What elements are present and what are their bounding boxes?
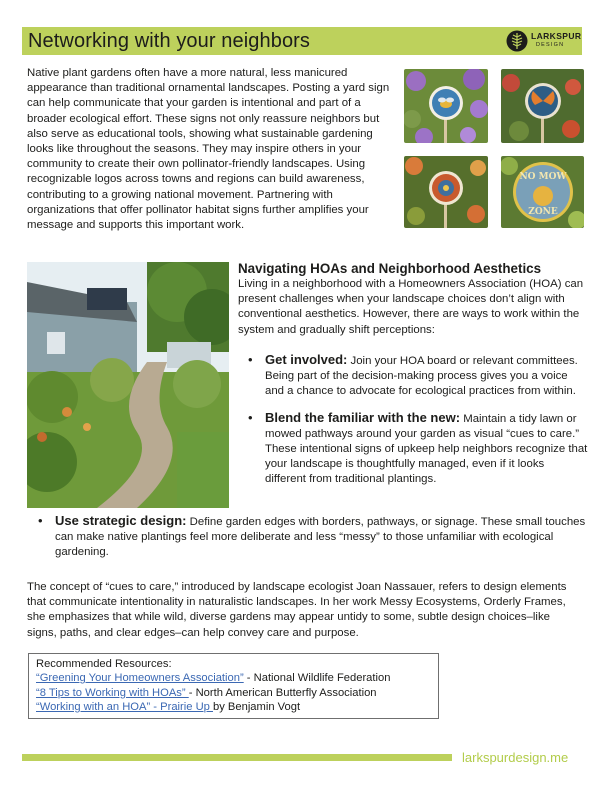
garden-path-photo [27,262,229,508]
bullet-dot: • [248,352,253,367]
no-mow-sign-line1: NO MOW [519,172,567,182]
title-bar [22,27,582,55]
bullet-text: Join your HOA board or relevant committees. Being part of the decision-making process gives you a voice and a chance to advocate for ecological practices from within. [265,355,578,398]
footer-url[interactable]: larkspurdesign.me [462,750,569,765]
resource-source: - National Wildlife Federation [243,672,391,685]
hoa-bullet-list [248,352,588,498]
bullet-lead: Get involved: [265,352,348,367]
sign-photo-no-mow [501,156,584,228]
hoa-heading: Navigating HOAs and Neighborhood Aesthetics [238,261,542,276]
hoa-paragraph: Living in a neighborhood with a Homeowners Association (HOA) can present challenges when your landscape choices don’t align with conventional aesthetics. However, there are ways to work within the system and gradually shift perceptions: [238,278,584,336]
sign-photo-bee [404,69,488,143]
list-item [248,410,588,488]
sign-photo-butterfly [501,69,584,143]
bullet-text: Maintain a tidy lawn or mowed pathways around your garden as visual “cues to care.” These intentional signs of upkeep help neighbors recognize that your landscape is thoughtfully managed, even if it looks different from traditional plantings. [265,412,588,486]
resources-box [28,653,439,719]
bullet-lead: Use strategic design: [55,513,187,528]
resource-item [36,671,438,685]
bullet-dot: • [38,513,43,528]
list-item [38,513,588,561]
sign-photo-garden [404,156,488,228]
page-title: Networking with your neighbors [28,30,311,52]
resource-link-naba[interactable]: “8 Tips to Working with HOAs” [36,686,189,699]
larkspur-leaf-icon [506,30,528,52]
footer-bar [22,754,452,761]
intro-paragraph: Native plant gardens often have a more natural, less manicured appearance than traditional ornamental landscapes. Posting a yard sign can help communicate that your garden is intentional and part of a broader ecological effort. These signs not only reassure neighbors but also serve as educational tools, showing what sustainable gardening looks like throughout the seasons. They may inspire others in your community to create their own pollinator-friendly landscapes. Using recognizable logos across towns and regions can build awareness, contributing to a growing national movement. Partnering with organizations that offer pollinator habitat signs further amplifies your message and supports this important work. [27,67,390,232]
bullet-dot: • [248,409,253,425]
no-mow-sign-line2: ZONE [528,207,558,217]
resource-source: by Benjamin Vogt [212,700,301,713]
larkspur-logo [506,29,582,53]
resources-title: Recommended Resources: [36,658,172,670]
resource-item [36,686,438,700]
resource-link-nwf[interactable]: “Greening Your Homeowners Association” [36,672,244,685]
logo-subtitle: DESIGN [536,42,565,48]
resource-item [36,700,438,714]
resource-source: - North American Butterfly Association [188,686,377,699]
list-item [248,352,588,400]
bullet-lead: Blend the familiar with the new: [265,409,461,425]
resource-link-prairie-up[interactable]: “Working with an HOA” - Prairie Up [36,700,213,713]
cues-to-care-paragraph: The concept of “cues to care,” introduced by landscape ecologist Joan Nassauer, refers to design elements that communicate intentionality in naturalistic landscapes. In her work Messy Ecosystems, Orderly Frames, she emphasizes that while wild, diverse gardens may appear untidy to some, subtle design choices–like signs, paths, and clear edges–can help convey care and purpose. [27,581,567,639]
bullet-text: Define garden edges with borders, pathways, or signage. These small touches can make native plantings feel more deliberate and less “messy” to those unfamiliar with ecological gardening. [55,516,586,559]
logo-name: LARKSPUR [531,31,582,41]
